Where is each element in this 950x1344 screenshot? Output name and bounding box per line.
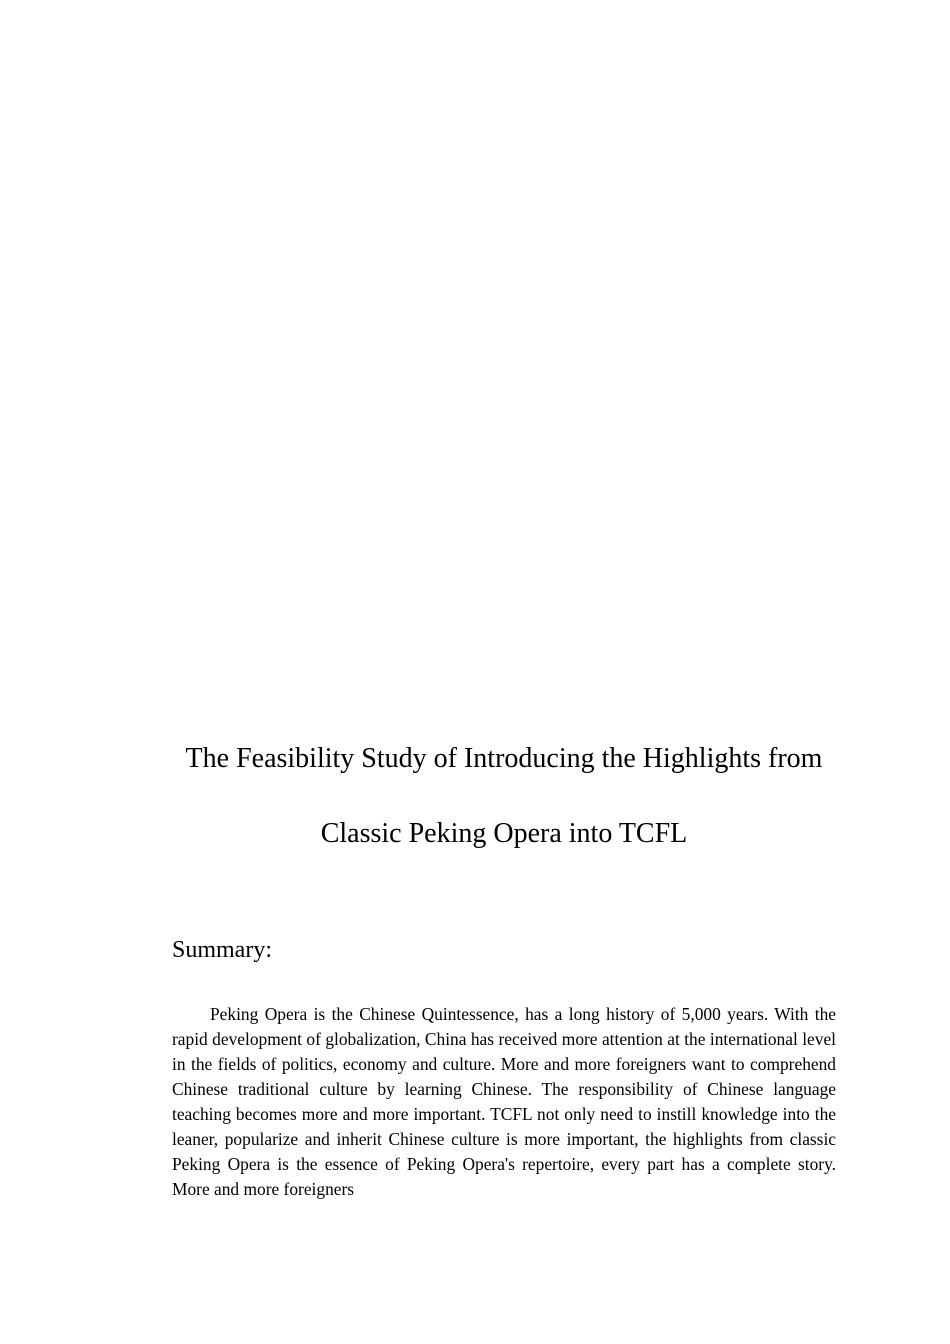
document-title-line-2: Classic Peking Opera into TCFL — [320, 818, 688, 849]
summary-paragraph: Peking Opera is the Chinese Quintessence, has a long history of 5,000 years. With the rapid development of globalization, China has received more attention at the international level in the fields of politics, economy and culture. More and more foreigners want to comprehend Chinese traditional culture by learning Chinese. The responsibility of Chinese language teaching becomes more and more important. TCFL not only need to instill knowledge into the leaner, popularize and inherit Chinese culture is more important, the highlights from classic Peking Opera is the essence of Peking Opera's repertoire, every part has a complete story. More and more foreigners — [172, 1004, 836, 1199]
document-title-line-1: The Feasibility Study of Introducing the Highlights from — [185, 743, 823, 774]
summary-heading: Summary: — [172, 937, 272, 963]
